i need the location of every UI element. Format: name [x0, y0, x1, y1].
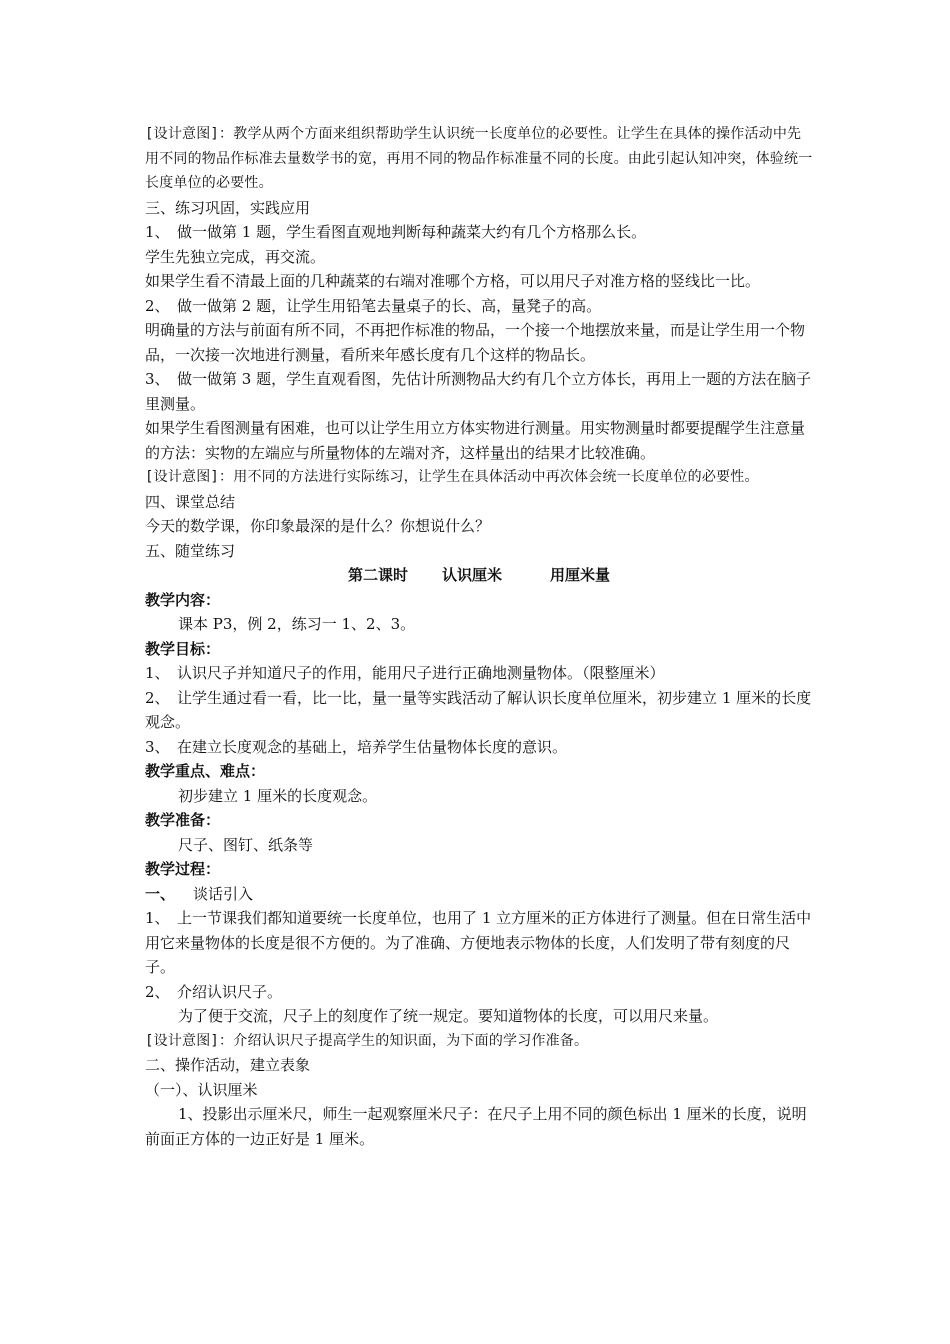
process-step-2-heading: 二、操作活动，建立表象 [145, 1056, 311, 1074]
practice-item-1: 1、 做一做第 1 题，学生看图直观地判断每种蔬菜大约有几个方格那么长。 [145, 223, 647, 241]
preparation-text: 尺子、图钉、纸条等 [178, 835, 314, 854]
summary-question: 今天的数学课，你印象最深的是什么？你想说什么？ [145, 517, 491, 535]
section-4-heading: 四、课堂总结 [145, 492, 236, 511]
design-intent-2: [设计意图]：用不同的方法进行实际练习，让学生在具体活动中再次体会统一长度单位的必要性。 [145, 469, 759, 485]
heading-teaching-goals: 教学目标： [145, 639, 221, 658]
section-3-heading: 三、练习巩固，实践应用 [145, 198, 311, 217]
goal-3: 3、 在建立长度观念的基础上，培养学生估量物体长度的意识。 [145, 737, 568, 756]
goal-2: 2、 让学生通过看一看，比一比，量一量等实践活动了解认识长度单位厘米，初步建立 1 厘米的长度观念。 [145, 688, 812, 731]
key-points-text: 初步建立 1 厘米的长度观念。 [178, 786, 378, 805]
process-step-1-heading [145, 882, 813, 907]
process-item-1: 1、 上一节课我们都知道要统一长度单位，也用了 1 立方厘米的正方体进行了测量。但在日常生活中用它来量物体的长度是很不方便的。为了准确、方便地表示物体的长度，人们发明了带有刻度的尺子。 [145, 909, 812, 976]
process-note-1: 为了便于交流，尺子上的刻度作了统一规定。要知道物体的长度，可以用尺来量。 [178, 1007, 719, 1025]
document-body [145, 122, 813, 1151]
lesson-title-part-1: 第二课时 [347, 566, 408, 584]
heading-preparation: 教学准备： [145, 811, 221, 829]
teaching-content-text: 课本 P3，例 2，练习一 1、2、3。 [178, 615, 416, 633]
practice-note-2: 如果学生看不清最上面的几种蔬菜的右端对准哪个方格，可以用尺子对准方格的竖线比一比。 [145, 272, 761, 290]
process-step-1-title: 谈话引入 [193, 884, 254, 903]
lesson-title [145, 563, 813, 588]
lesson-title-part-2: 认识厘米 [441, 566, 502, 584]
practice-item-2: 2、 做一做第 2 题，让学生用铅笔去量桌子的长、高，量凳子的高。 [145, 296, 602, 315]
process-item-3: 1、投影出示厘米尺，师生一起观察厘米尺子：在尺子上用不同的颜色标出 1 厘米的长度，说明前面正方体的一边正好是 1 厘米。 [145, 1105, 807, 1148]
heading-teaching-content: 教学内容： [145, 590, 221, 609]
practice-note-3: 明确量的方法与前面有所不同，不再把作标准的物品，一个接一个地摆放来量，而是让学生用一个物品，一次接一次地进行测量，看所来年感长度有几个这样的物品长。 [145, 321, 806, 364]
design-intent-3: [设计意图]：介绍认识尺子提高学生的知识面，为下面的学习作准备。 [145, 1032, 589, 1049]
practice-item-3: 3、 做一做第 3 题，学生直观看图，先估计所测物品大约有几个立方体长，再用上一题的方法在脑子里测量。 [145, 370, 812, 413]
section-5-heading: 五、随堂练习 [145, 541, 236, 560]
practice-note-4: 如果学生看图测量有困难，也可以让学生用立方体实物进行测量。用实物测量时都要提醒学生注意量的方法：实物的左端应与所量物体的左端对齐，这样量出的结果才比较准确。 [145, 419, 806, 462]
lesson-title-part-3: 用厘米量 [550, 566, 611, 584]
practice-note-1: 学生先独立完成，再交流。 [145, 247, 326, 266]
subsection-1-heading: （一）、认识厘米 [145, 1080, 258, 1099]
heading-key-points: 教学重点、难点： [145, 762, 266, 780]
design-intent-1: [设计意图]：教学从两个方面来组织帮助学生认识统一长度单位的必要性。让学生在具体的操作活动中先用不同的物品作标准去量数学书的宽，再用不同的物品作标准量不同的长度。由此引起认知冲突，体验统一长度单位的必要性。 [145, 126, 813, 191]
process-item-2: 2、 介绍认识尺子。 [145, 982, 283, 1001]
goal-1: 1、 认识尺子并知道尺子的作用，能用尺子进行正确地测量物体。（限整厘米） [145, 664, 665, 682]
heading-process: 教学过程： [145, 860, 221, 878]
process-step-1-number: 一、 [145, 884, 176, 903]
